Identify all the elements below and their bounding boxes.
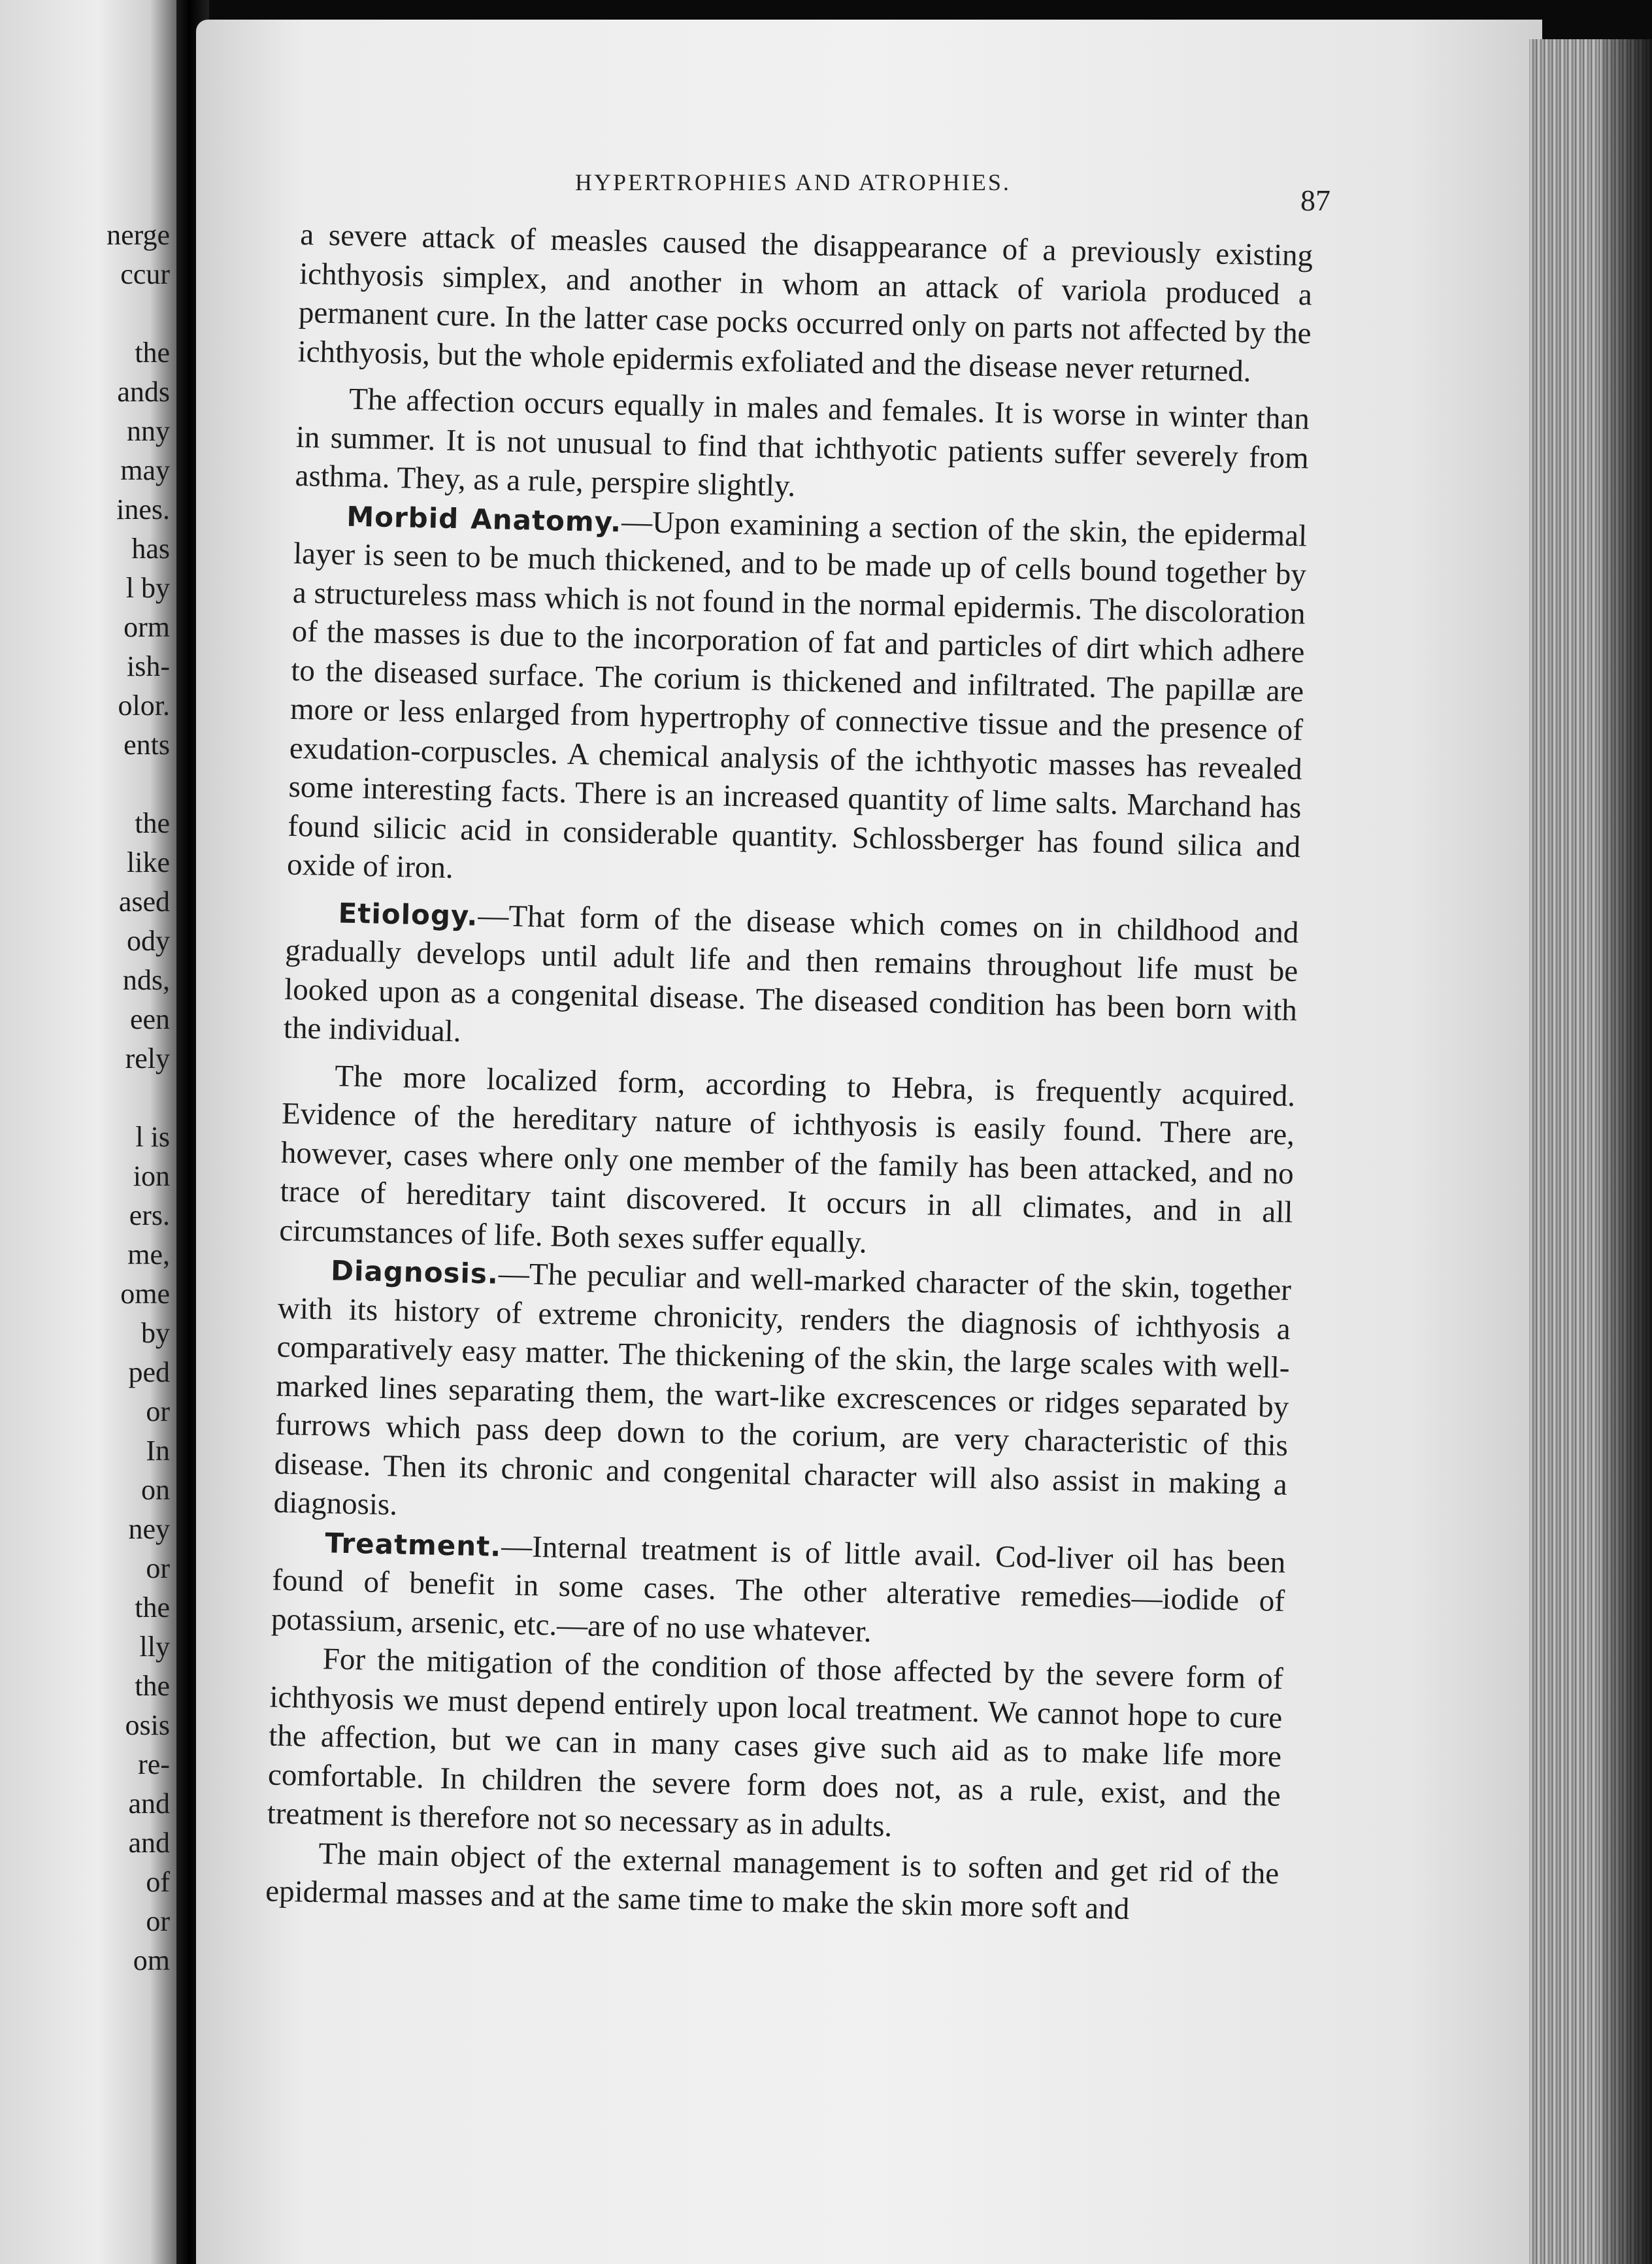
- left-page-fragment: ney: [128, 1513, 170, 1545]
- left-page-fragment: or: [146, 1552, 170, 1584]
- paragraph-text: a severe attack of measles caused the disappearance of a previously existing ichthyosis simplex, and another in whom an attack of variola produced a permanent cure. In the latter case pocks occurred only on parts not affected by the ichthyosis, but the whole epidermis exfoliated and the disease never returned.: [297, 217, 1313, 389]
- body-text: [265, 216, 1313, 1932]
- left-page-fragment: ish-: [127, 650, 170, 682]
- left-page-fragment: ands: [117, 376, 170, 408]
- left-page-fragment: ased: [118, 886, 170, 918]
- left-page-fragment: een: [129, 1003, 170, 1035]
- left-page-fragment: on: [141, 1474, 170, 1506]
- left-page-fragment: ccur: [120, 258, 170, 290]
- paragraph-text: The affection occurs equally in males and females. It is worse in winter than in summer. It is not unusual to find that ichthyotic patients suffer severely from asthma. They, as a rule, perspire slightly.: [295, 382, 1310, 503]
- left-page-fragment: and: [128, 1788, 170, 1820]
- paragraph-5: [279, 1056, 1296, 1271]
- left-page-fragment: may: [120, 454, 170, 486]
- section-heading: Etiology.: [338, 896, 478, 932]
- left-page-fragment: l is: [135, 1121, 170, 1153]
- paragraph-text: The more localized form, according to Hebra, is frequently acquired. Evidence of the hereditary nature of ichthyosis is easily found. There are, however, cases where only one member of the family has been attacked, and no trace of hereditary taint discovered. It occurs in all climates, and in all circumstances of life. Both sexes suffer equally.: [278, 1058, 1296, 1259]
- left-page-fragment: om: [133, 1944, 170, 1976]
- left-page-fragment: has: [131, 533, 170, 565]
- paragraph-8: [267, 1639, 1283, 1855]
- section-heading: Morbid Anatomy.: [346, 500, 622, 538]
- left-page-fragment: orm: [124, 611, 170, 643]
- left-page-fragment: the: [135, 1670, 170, 1702]
- paragraph-text: The main object of the external management is to soften and get rid of the epidermal masses and at the same time to make the skin more soft and: [265, 1836, 1280, 1927]
- left-page-fragment: re-: [138, 1748, 170, 1780]
- left-page-fragment: by: [141, 1317, 170, 1349]
- left-page-fragment: the: [135, 807, 170, 839]
- left-page-fragment: rely: [125, 1042, 170, 1074]
- left-page-fragment: me,: [127, 1239, 170, 1271]
- left-page-fragment: nerge: [107, 219, 170, 251]
- left-page-fragment: the: [135, 1591, 170, 1623]
- left-page-fragment: and: [128, 1827, 170, 1859]
- paragraph-2: [295, 379, 1310, 517]
- section-heading: Treatment.: [324, 1526, 502, 1563]
- paragraph-treatment: [271, 1522, 1285, 1660]
- paragraph-diagnosis: [273, 1250, 1291, 1544]
- paragraph-text: For the mitigation of the condition of those affected by the severe form of ichthyosis we must depend entirely upon local treatment. We cannot hope to cure the affection, but we can in many cases give such aid as to make life more comfortable. In children the severe form does not, as a rule, exist, and the treatment is therefore not so necessary as in adults.: [267, 1642, 1283, 1844]
- left-page-fragment: olor.: [118, 690, 170, 722]
- paragraph-text: —That form of the disease which comes on in childhood and gradually develops until adult life and then remains throughout life must be looked upon as a congenital disease. The diseased condition has been born with the individual.: [283, 898, 1299, 1049]
- left-page-fragment: osis: [125, 1709, 170, 1741]
- left-page-fragment: or: [146, 1905, 170, 1937]
- left-page-fragment: nds,: [122, 964, 170, 996]
- left-page-fragment: ody: [127, 925, 170, 957]
- paragraph-morbid-anatomy: [287, 495, 1308, 905]
- paragraph-text: —Upon examining a section of the skin, the epidermal layer is seen to be much thickened, and to be made up of cells bound together by a structureless mass which is not found in the normal epidermis. The discoloration of the masses is due to the incorporation of fat and particles of dirt which adhere to the diseased surface. The corium is thickened and infiltrated. The papillæ are more or less enlarged from hypertrophy of connective tissue and the presence of exudation-corpuscles. A chemical analysis of the ichthyotic masses has revealed some interesting facts. There is an increased quantity of lime salts. Marchand has found silicic acid in considerable quantity. Schlossberger has found silica and oxide of iron.: [286, 504, 1308, 886]
- left-page-fragment: ped: [128, 1356, 170, 1388]
- left-page-fragment: ers.: [129, 1199, 170, 1231]
- paragraph-etiology: [283, 892, 1299, 1069]
- paragraph-1: [297, 216, 1313, 392]
- left-page-fragment: ome: [120, 1278, 170, 1310]
- page-edge-shadow: [1601, 39, 1652, 2264]
- left-page-fragment: ion: [133, 1160, 170, 1192]
- paragraph-text: —Internal treatment is of little avail. Cod-liver oil has been found of benefit in some cases. The other alterative remedies—iodide of potassium, arsenic, etc.—are of no use whatever.: [271, 1529, 1286, 1649]
- left-page-fragment: the: [135, 337, 170, 369]
- left-page-fragment: or: [146, 1395, 170, 1427]
- section-heading: Diagnosis.: [330, 1254, 499, 1290]
- left-page-fragment: In: [146, 1435, 170, 1467]
- left-facing-page: [0, 0, 176, 2264]
- left-page-fragment: ents: [124, 729, 170, 761]
- left-page-fragment: lly: [139, 1631, 170, 1663]
- left-page-fragment: of: [146, 1866, 170, 1898]
- left-page-fragment: like: [127, 846, 170, 878]
- left-page-fragment: l by: [125, 572, 170, 604]
- left-page-fragment: nny: [127, 415, 170, 447]
- paragraph-text: —The peculiar and well-marked character of the skin, together with its history of extreme chronicity, renders the diagnosis of ichthyosis a comparatively easy matter. The thickening of the skin, the large scales with well-marked lines separating them, the wart-like excrescences or ridges separated by furrows which pass deep down to the corium, are very characteristic of this disease. Then its chronic and congenital character will also assist in making a diagnosis.: [273, 1256, 1292, 1522]
- page-number: 87: [1300, 184, 1330, 217]
- running-head: HYPERTROPHIES AND ATROPHIES.: [575, 169, 1011, 195]
- left-page-fragment: ines.: [116, 493, 170, 525]
